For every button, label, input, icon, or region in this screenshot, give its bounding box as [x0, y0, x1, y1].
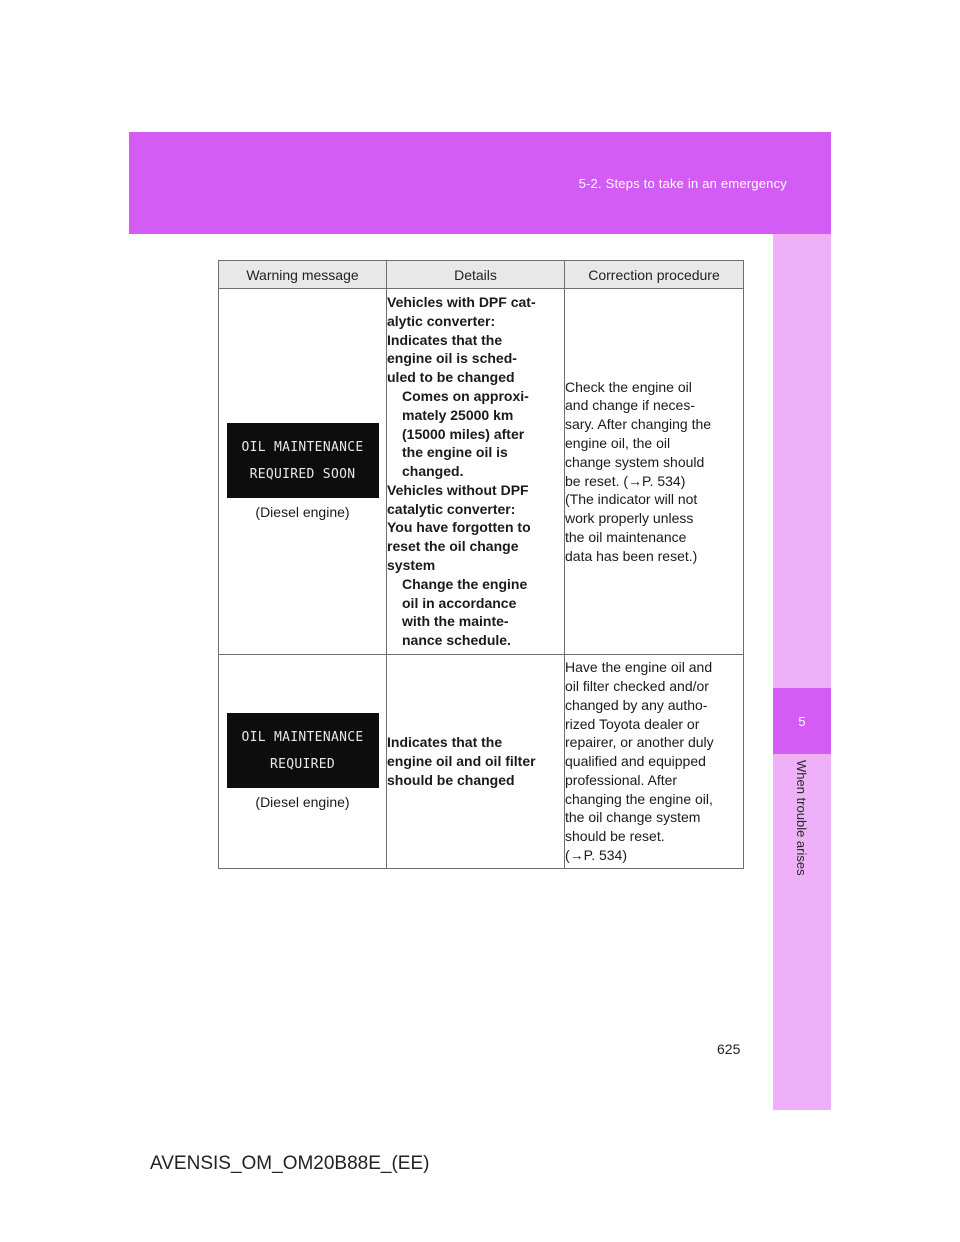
- display-line-1: OIL MAINTENANCE: [241, 729, 364, 745]
- text-line: Comes on approxi-: [402, 387, 529, 404]
- text-line: repairer, or another duly: [565, 734, 714, 751]
- text-line: You have forgotten to: [387, 519, 531, 536]
- text-line: oil in accordance: [402, 594, 517, 611]
- text-line: changing the engine oil,: [565, 790, 713, 807]
- text-line: with the mainte-: [402, 613, 509, 630]
- text-line: oil filter checked and/or: [565, 677, 709, 694]
- page-number: 625: [717, 1041, 741, 1057]
- text-line: nance schedule.: [402, 632, 511, 649]
- text-line: engine oil and oil filter: [387, 753, 536, 770]
- oil-maintenance-display: [227, 713, 379, 788]
- text-line: be reset. (→P. 534): [565, 472, 686, 489]
- text-line: Indicates that the: [387, 331, 503, 348]
- text-line: mately 25000 km: [402, 406, 514, 423]
- text-line: Have the engine oil and: [565, 659, 713, 676]
- text-line: Vehicles without DPF: [387, 481, 529, 498]
- text-line: work properly unless: [565, 510, 694, 527]
- text-line: changed by any autho-: [565, 696, 708, 713]
- details-lines: [387, 733, 564, 789]
- warning-message-cell: [219, 655, 387, 869]
- chapter-number: 5: [798, 713, 806, 729]
- column-header-details: Details: [387, 261, 565, 289]
- details-cell: [387, 655, 565, 869]
- details-lines: [387, 293, 564, 650]
- engine-caption: (Diesel engine): [255, 794, 350, 810]
- text-line: changed.: [402, 463, 464, 480]
- warning-message-cell: [219, 289, 387, 655]
- text-line: data has been reset.): [565, 547, 698, 564]
- text-line: sary. After changing the: [565, 416, 712, 433]
- text-line: system: [387, 557, 436, 574]
- text-line: uled to be changed: [387, 369, 515, 386]
- table-header-row: [219, 261, 744, 289]
- chapter-side-tab: [773, 234, 831, 1110]
- text-line: change system should: [565, 453, 705, 470]
- table-row: [219, 289, 744, 655]
- text-line: Change the engine: [402, 575, 528, 592]
- correction-cell: [565, 289, 744, 655]
- text-line: engine oil is sched-: [387, 350, 517, 367]
- text-line: (15000 miles) after: [402, 425, 525, 442]
- column-header-warning-message: Warning message: [219, 261, 387, 289]
- warning-message-table: [218, 260, 744, 869]
- text-line: (The indicator will not: [565, 491, 698, 508]
- section-title: 5-2. Steps to take in an emergency: [578, 176, 787, 191]
- text-line: (→P. 534): [565, 847, 627, 864]
- text-line: and change if neces-: [565, 397, 695, 414]
- text-line: should be changed: [387, 771, 515, 788]
- text-line: the oil change system: [565, 809, 701, 826]
- details-cell: [387, 289, 565, 655]
- text-line: alytic converter:: [387, 312, 496, 329]
- header-band: [129, 132, 831, 234]
- text-line: the oil maintenance: [565, 528, 687, 545]
- column-header-correction-procedure: Correction procedure: [565, 261, 744, 289]
- text-line: Check the engine oil: [565, 378, 692, 395]
- correction-lines: [565, 378, 743, 566]
- text-line: professional. After: [565, 771, 678, 788]
- text-line: the engine oil is: [402, 444, 508, 461]
- display-line-1: OIL MAINTENANCE: [241, 439, 364, 455]
- display-line-2: REQUIRED SOON: [249, 466, 356, 482]
- text-line: Indicates that the: [387, 734, 503, 751]
- text-line: should be reset.: [565, 828, 665, 845]
- text-line: qualified and equipped: [565, 753, 706, 770]
- engine-caption: (Diesel engine): [255, 504, 350, 520]
- display-line-2: REQUIRED: [269, 756, 335, 772]
- correction-lines: [565, 658, 743, 865]
- text-line: engine oil, the oil: [565, 434, 671, 451]
- document-code: AVENSIS_OM_OM20B88E_(EE): [150, 1153, 430, 1174]
- chapter-number-box: [773, 688, 831, 754]
- text-line: reset the oil change: [387, 538, 519, 555]
- text-line: Vehicles with DPF cat-: [387, 293, 536, 310]
- table-row: [219, 655, 744, 869]
- oil-maintenance-display: [227, 423, 379, 498]
- correction-cell: [565, 655, 744, 869]
- text-line: catalytic converter:: [387, 500, 516, 517]
- text-line: rized Toyota dealer or: [565, 715, 700, 732]
- chapter-title: When trouble arises: [794, 760, 809, 876]
